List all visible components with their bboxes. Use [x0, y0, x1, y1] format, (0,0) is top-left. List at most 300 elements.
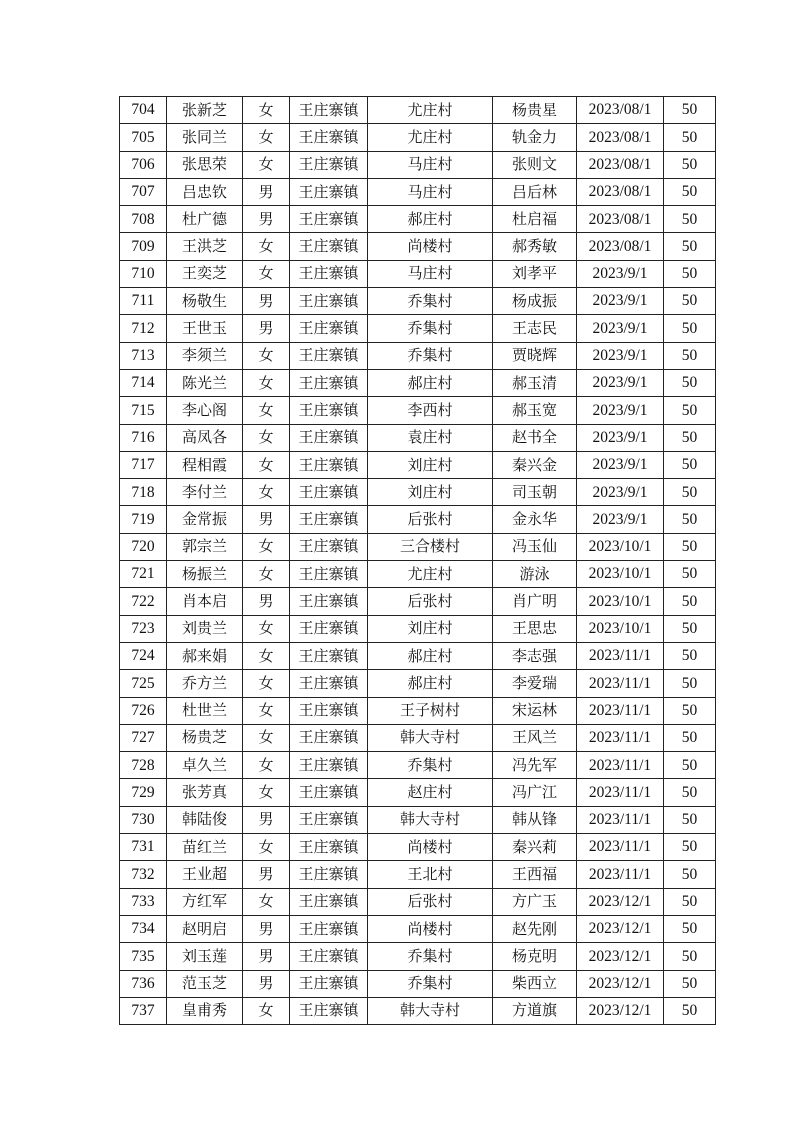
serial-number-cell: 721: [120, 561, 167, 588]
name-cell: 赵明启: [167, 915, 243, 942]
amount-cell: 50: [664, 997, 716, 1024]
date-cell: 2023/10/1: [577, 588, 664, 615]
date-cell: 2023/10/1: [577, 533, 664, 560]
date-cell: 2023/08/1: [577, 151, 664, 178]
town-cell: 王庄寨镇: [290, 506, 368, 533]
serial-number-cell: 728: [120, 752, 167, 779]
guardian-cell: 秦兴金: [493, 451, 577, 478]
guardian-cell: 宋运林: [493, 697, 577, 724]
serial-number-cell: 735: [120, 943, 167, 970]
serial-number-cell: 720: [120, 533, 167, 560]
guardian-cell: 杨成振: [493, 288, 577, 315]
table-row: [120, 888, 716, 915]
serial-number-cell: 713: [120, 342, 167, 369]
town-cell: 王庄寨镇: [290, 424, 368, 451]
amount-cell: 50: [664, 178, 716, 205]
village-cell: 郝庄村: [368, 670, 493, 697]
village-cell: 韩大寺村: [368, 806, 493, 833]
town-cell: 王庄寨镇: [290, 834, 368, 861]
table-row: [120, 97, 716, 124]
amount-cell: 50: [664, 861, 716, 888]
serial-number-cell: 727: [120, 724, 167, 751]
town-cell: 王庄寨镇: [290, 124, 368, 151]
village-cell: 乔集村: [368, 288, 493, 315]
name-cell: 陈光兰: [167, 369, 243, 396]
name-cell: 范玉芝: [167, 970, 243, 997]
date-cell: 2023/08/1: [577, 233, 664, 260]
date-cell: 2023/9/1: [577, 342, 664, 369]
table-row: [120, 151, 716, 178]
gender-cell: 男: [243, 315, 290, 342]
amount-cell: 50: [664, 506, 716, 533]
village-cell: 后张村: [368, 506, 493, 533]
amount-cell: 50: [664, 397, 716, 424]
town-cell: 王庄寨镇: [290, 206, 368, 233]
amount-cell: 50: [664, 151, 716, 178]
name-cell: 肖本启: [167, 588, 243, 615]
town-cell: 王庄寨镇: [290, 915, 368, 942]
amount-cell: 50: [664, 97, 716, 124]
village-cell: 乔集村: [368, 943, 493, 970]
village-cell: 马庄村: [368, 178, 493, 205]
town-cell: 王庄寨镇: [290, 479, 368, 506]
date-cell: 2023/12/1: [577, 943, 664, 970]
guardian-cell: 游泳: [493, 561, 577, 588]
date-cell: 2023/11/1: [577, 642, 664, 669]
village-cell: 乔集村: [368, 752, 493, 779]
town-cell: 王庄寨镇: [290, 806, 368, 833]
town-cell: 王庄寨镇: [290, 533, 368, 560]
town-cell: 王庄寨镇: [290, 697, 368, 724]
amount-cell: 50: [664, 561, 716, 588]
gender-cell: 男: [243, 206, 290, 233]
town-cell: 王庄寨镇: [290, 997, 368, 1024]
gender-cell: 男: [243, 943, 290, 970]
gender-cell: 女: [243, 888, 290, 915]
table-row: [120, 670, 716, 697]
gender-cell: 女: [243, 451, 290, 478]
date-cell: 2023/11/1: [577, 806, 664, 833]
gender-cell: 女: [243, 124, 290, 151]
name-cell: 方红军: [167, 888, 243, 915]
table-row: [120, 615, 716, 642]
guardian-cell: 郝秀敏: [493, 233, 577, 260]
guardian-cell: 方道旗: [493, 997, 577, 1024]
name-cell: 张思荣: [167, 151, 243, 178]
serial-number-cell: 718: [120, 479, 167, 506]
village-cell: 赵庄村: [368, 779, 493, 806]
town-cell: 王庄寨镇: [290, 752, 368, 779]
town-cell: 王庄寨镇: [290, 260, 368, 287]
table-row: [120, 506, 716, 533]
name-cell: 王世玉: [167, 315, 243, 342]
table-row: [120, 206, 716, 233]
amount-cell: 50: [664, 451, 716, 478]
amount-cell: 50: [664, 288, 716, 315]
date-cell: 2023/12/1: [577, 997, 664, 1024]
table-row: [120, 288, 716, 315]
town-cell: 王庄寨镇: [290, 151, 368, 178]
village-cell: 袁庄村: [368, 424, 493, 451]
serial-number-cell: 733: [120, 888, 167, 915]
village-cell: 尚楼村: [368, 233, 493, 260]
guardian-cell: 秦兴莉: [493, 834, 577, 861]
table-row: [120, 943, 716, 970]
town-cell: 王庄寨镇: [290, 397, 368, 424]
village-cell: 尤庄村: [368, 124, 493, 151]
gender-cell: 男: [243, 806, 290, 833]
town-cell: 王庄寨镇: [290, 861, 368, 888]
date-cell: 2023/9/1: [577, 397, 664, 424]
village-cell: 马庄村: [368, 260, 493, 287]
serial-number-cell: 716: [120, 424, 167, 451]
name-cell: 刘玉莲: [167, 943, 243, 970]
amount-cell: 50: [664, 697, 716, 724]
date-cell: 2023/12/1: [577, 970, 664, 997]
village-cell: 郝庄村: [368, 206, 493, 233]
amount-cell: 50: [664, 752, 716, 779]
date-cell: 2023/11/1: [577, 670, 664, 697]
gender-cell: 女: [243, 151, 290, 178]
village-cell: 刘庄村: [368, 451, 493, 478]
date-cell: 2023/11/1: [577, 779, 664, 806]
amount-cell: 50: [664, 806, 716, 833]
name-cell: 李须兰: [167, 342, 243, 369]
date-cell: 2023/10/1: [577, 561, 664, 588]
gender-cell: 女: [243, 533, 290, 560]
village-cell: 韩大寺村: [368, 997, 493, 1024]
guardian-cell: 杜启福: [493, 206, 577, 233]
table-row: [120, 260, 716, 287]
serial-number-cell: 705: [120, 124, 167, 151]
guardian-cell: 赵书全: [493, 424, 577, 451]
guardian-cell: 李爱瑞: [493, 670, 577, 697]
name-cell: 杨敬生: [167, 288, 243, 315]
table-row: [120, 124, 716, 151]
guardian-cell: 郝玉宽: [493, 397, 577, 424]
amount-cell: 50: [664, 588, 716, 615]
town-cell: 王庄寨镇: [290, 670, 368, 697]
gender-cell: 女: [243, 561, 290, 588]
town-cell: 王庄寨镇: [290, 779, 368, 806]
guardian-cell: 柴西立: [493, 970, 577, 997]
name-cell: 李心阁: [167, 397, 243, 424]
name-cell: 王洪芝: [167, 233, 243, 260]
village-cell: 李西村: [368, 397, 493, 424]
amount-cell: 50: [664, 479, 716, 506]
guardian-cell: 方广玉: [493, 888, 577, 915]
serial-number-cell: 724: [120, 642, 167, 669]
gender-cell: 女: [243, 424, 290, 451]
table-row: [120, 315, 716, 342]
village-cell: 尤庄村: [368, 97, 493, 124]
table-row: [120, 724, 716, 751]
guardian-cell: 冯玉仙: [493, 533, 577, 560]
table-row: [120, 861, 716, 888]
name-cell: 卓久兰: [167, 752, 243, 779]
table-row: [120, 233, 716, 260]
table-row: [120, 561, 716, 588]
table-row: [120, 342, 716, 369]
date-cell: 2023/08/1: [577, 124, 664, 151]
guardian-cell: 赵先刚: [493, 915, 577, 942]
date-cell: 2023/11/1: [577, 724, 664, 751]
date-cell: 2023/9/1: [577, 260, 664, 287]
gender-cell: 女: [243, 233, 290, 260]
serial-number-cell: 725: [120, 670, 167, 697]
guardian-cell: 王风兰: [493, 724, 577, 751]
table-row: [120, 997, 716, 1024]
serial-number-cell: 719: [120, 506, 167, 533]
gender-cell: 女: [243, 397, 290, 424]
table-row: [120, 424, 716, 451]
date-cell: 2023/9/1: [577, 479, 664, 506]
gender-cell: 男: [243, 588, 290, 615]
guardian-cell: 张则文: [493, 151, 577, 178]
gender-cell: 女: [243, 260, 290, 287]
table-row: [120, 642, 716, 669]
name-cell: 苗红兰: [167, 834, 243, 861]
guardian-cell: 郝玉清: [493, 369, 577, 396]
table-row: [120, 451, 716, 478]
serial-number-cell: 737: [120, 997, 167, 1024]
serial-number-cell: 710: [120, 260, 167, 287]
town-cell: 王庄寨镇: [290, 369, 368, 396]
name-cell: 高凤各: [167, 424, 243, 451]
table-row: [120, 369, 716, 396]
serial-number-cell: 729: [120, 779, 167, 806]
amount-cell: 50: [664, 315, 716, 342]
table-row: [120, 806, 716, 833]
guardian-cell: 冯先军: [493, 752, 577, 779]
village-cell: 马庄村: [368, 151, 493, 178]
name-cell: 张同兰: [167, 124, 243, 151]
name-cell: 李付兰: [167, 479, 243, 506]
village-cell: 乔集村: [368, 342, 493, 369]
amount-cell: 50: [664, 724, 716, 751]
serial-number-cell: 730: [120, 806, 167, 833]
village-cell: 郝庄村: [368, 369, 493, 396]
serial-number-cell: 712: [120, 315, 167, 342]
amount-cell: 50: [664, 888, 716, 915]
gender-cell: 女: [243, 369, 290, 396]
gender-cell: 女: [243, 97, 290, 124]
guardian-cell: 金永华: [493, 506, 577, 533]
guardian-cell: 轨金力: [493, 124, 577, 151]
name-cell: 郭宗兰: [167, 533, 243, 560]
village-cell: 乔集村: [368, 970, 493, 997]
town-cell: 王庄寨镇: [290, 561, 368, 588]
guardian-cell: 贾晓辉: [493, 342, 577, 369]
town-cell: 王庄寨镇: [290, 888, 368, 915]
date-cell: 2023/9/1: [577, 288, 664, 315]
serial-number-cell: 706: [120, 151, 167, 178]
amount-cell: 50: [664, 615, 716, 642]
gender-cell: 女: [243, 997, 290, 1024]
amount-cell: 50: [664, 424, 716, 451]
serial-number-cell: 708: [120, 206, 167, 233]
guardian-cell: 韩从锋: [493, 806, 577, 833]
village-cell: 郝庄村: [368, 642, 493, 669]
name-cell: 张芳真: [167, 779, 243, 806]
town-cell: 王庄寨镇: [290, 642, 368, 669]
guardian-cell: 王西福: [493, 861, 577, 888]
date-cell: 2023/9/1: [577, 315, 664, 342]
table-row: [120, 533, 716, 560]
serial-number-cell: 736: [120, 970, 167, 997]
amount-cell: 50: [664, 915, 716, 942]
date-cell: 2023/08/1: [577, 178, 664, 205]
serial-number-cell: 717: [120, 451, 167, 478]
table-row: [120, 588, 716, 615]
name-cell: 杜世兰: [167, 697, 243, 724]
village-cell: 尚楼村: [368, 915, 493, 942]
gender-cell: 男: [243, 861, 290, 888]
gender-cell: 女: [243, 779, 290, 806]
amount-cell: 50: [664, 834, 716, 861]
serial-number-cell: 704: [120, 97, 167, 124]
name-cell: 乔方兰: [167, 670, 243, 697]
date-cell: 2023/11/1: [577, 697, 664, 724]
serial-number-cell: 707: [120, 178, 167, 205]
table-row: [120, 915, 716, 942]
village-cell: 刘庄村: [368, 479, 493, 506]
gender-cell: 男: [243, 970, 290, 997]
name-cell: 皇甫秀: [167, 997, 243, 1024]
amount-cell: 50: [664, 642, 716, 669]
table-row: [120, 697, 716, 724]
name-cell: 金常振: [167, 506, 243, 533]
gender-cell: 女: [243, 670, 290, 697]
gender-cell: 女: [243, 724, 290, 751]
name-cell: 王奕芝: [167, 260, 243, 287]
village-cell: 三合楼村: [368, 533, 493, 560]
guardian-cell: 冯广江: [493, 779, 577, 806]
village-cell: 乔集村: [368, 315, 493, 342]
table-row: [120, 178, 716, 205]
gender-cell: 女: [243, 615, 290, 642]
amount-cell: 50: [664, 124, 716, 151]
date-cell: 2023/08/1: [577, 97, 664, 124]
village-cell: 王北村: [368, 861, 493, 888]
serial-number-cell: 731: [120, 834, 167, 861]
amount-cell: 50: [664, 233, 716, 260]
gender-cell: 女: [243, 342, 290, 369]
village-cell: 刘庄村: [368, 615, 493, 642]
guardian-cell: 王志民: [493, 315, 577, 342]
town-cell: 王庄寨镇: [290, 233, 368, 260]
serial-number-cell: 714: [120, 369, 167, 396]
date-cell: 2023/11/1: [577, 861, 664, 888]
town-cell: 王庄寨镇: [290, 588, 368, 615]
serial-number-cell: 722: [120, 588, 167, 615]
serial-number-cell: 709: [120, 233, 167, 260]
amount-cell: 50: [664, 260, 716, 287]
amount-cell: 50: [664, 533, 716, 560]
serial-number-cell: 726: [120, 697, 167, 724]
amount-cell: 50: [664, 670, 716, 697]
amount-cell: 50: [664, 342, 716, 369]
gender-cell: 男: [243, 288, 290, 315]
date-cell: 2023/11/1: [577, 834, 664, 861]
town-cell: 王庄寨镇: [290, 342, 368, 369]
gender-cell: 男: [243, 178, 290, 205]
date-cell: 2023/9/1: [577, 369, 664, 396]
name-cell: 杨贵芝: [167, 724, 243, 751]
town-cell: 王庄寨镇: [290, 451, 368, 478]
village-cell: 王子树村: [368, 697, 493, 724]
gender-cell: 女: [243, 642, 290, 669]
date-cell: 2023/10/1: [577, 615, 664, 642]
serial-number-cell: 734: [120, 915, 167, 942]
gender-cell: 男: [243, 915, 290, 942]
guardian-cell: 肖广明: [493, 588, 577, 615]
amount-cell: 50: [664, 779, 716, 806]
guardian-cell: 李志强: [493, 642, 577, 669]
amount-cell: 50: [664, 369, 716, 396]
date-cell: 2023/9/1: [577, 451, 664, 478]
date-cell: 2023/9/1: [577, 424, 664, 451]
name-cell: 刘贵兰: [167, 615, 243, 642]
gender-cell: 男: [243, 506, 290, 533]
village-cell: 后张村: [368, 888, 493, 915]
date-cell: 2023/11/1: [577, 752, 664, 779]
table-row: [120, 834, 716, 861]
name-cell: 韩陆俊: [167, 806, 243, 833]
gender-cell: 女: [243, 834, 290, 861]
guardian-cell: 司玉朝: [493, 479, 577, 506]
guardian-cell: 刘孝平: [493, 260, 577, 287]
serial-number-cell: 711: [120, 288, 167, 315]
name-cell: 吕忠钦: [167, 178, 243, 205]
table-row: [120, 970, 716, 997]
village-cell: 韩大寺村: [368, 724, 493, 751]
gender-cell: 女: [243, 752, 290, 779]
serial-number-cell: 732: [120, 861, 167, 888]
table-row: [120, 752, 716, 779]
date-cell: 2023/08/1: [577, 206, 664, 233]
name-cell: 张新芝: [167, 97, 243, 124]
date-cell: 2023/9/1: [577, 506, 664, 533]
table-row: [120, 479, 716, 506]
town-cell: 王庄寨镇: [290, 288, 368, 315]
guardian-cell: 杨克明: [493, 943, 577, 970]
town-cell: 王庄寨镇: [290, 315, 368, 342]
town-cell: 王庄寨镇: [290, 97, 368, 124]
name-cell: 杜广德: [167, 206, 243, 233]
town-cell: 王庄寨镇: [290, 615, 368, 642]
name-cell: 郝来娟: [167, 642, 243, 669]
town-cell: 王庄寨镇: [290, 178, 368, 205]
name-cell: 王业超: [167, 861, 243, 888]
guardian-cell: 杨贵星: [493, 97, 577, 124]
gender-cell: 女: [243, 697, 290, 724]
village-cell: 后张村: [368, 588, 493, 615]
name-cell: 杨振兰: [167, 561, 243, 588]
serial-number-cell: 723: [120, 615, 167, 642]
amount-cell: 50: [664, 943, 716, 970]
town-cell: 王庄寨镇: [290, 724, 368, 751]
gender-cell: 女: [243, 479, 290, 506]
guardian-cell: 吕后林: [493, 178, 577, 205]
date-cell: 2023/12/1: [577, 915, 664, 942]
village-cell: 尚楼村: [368, 834, 493, 861]
date-cell: 2023/12/1: [577, 888, 664, 915]
amount-cell: 50: [664, 206, 716, 233]
table-row: [120, 397, 716, 424]
roster-table: [119, 96, 716, 1025]
name-cell: 程相霞: [167, 451, 243, 478]
